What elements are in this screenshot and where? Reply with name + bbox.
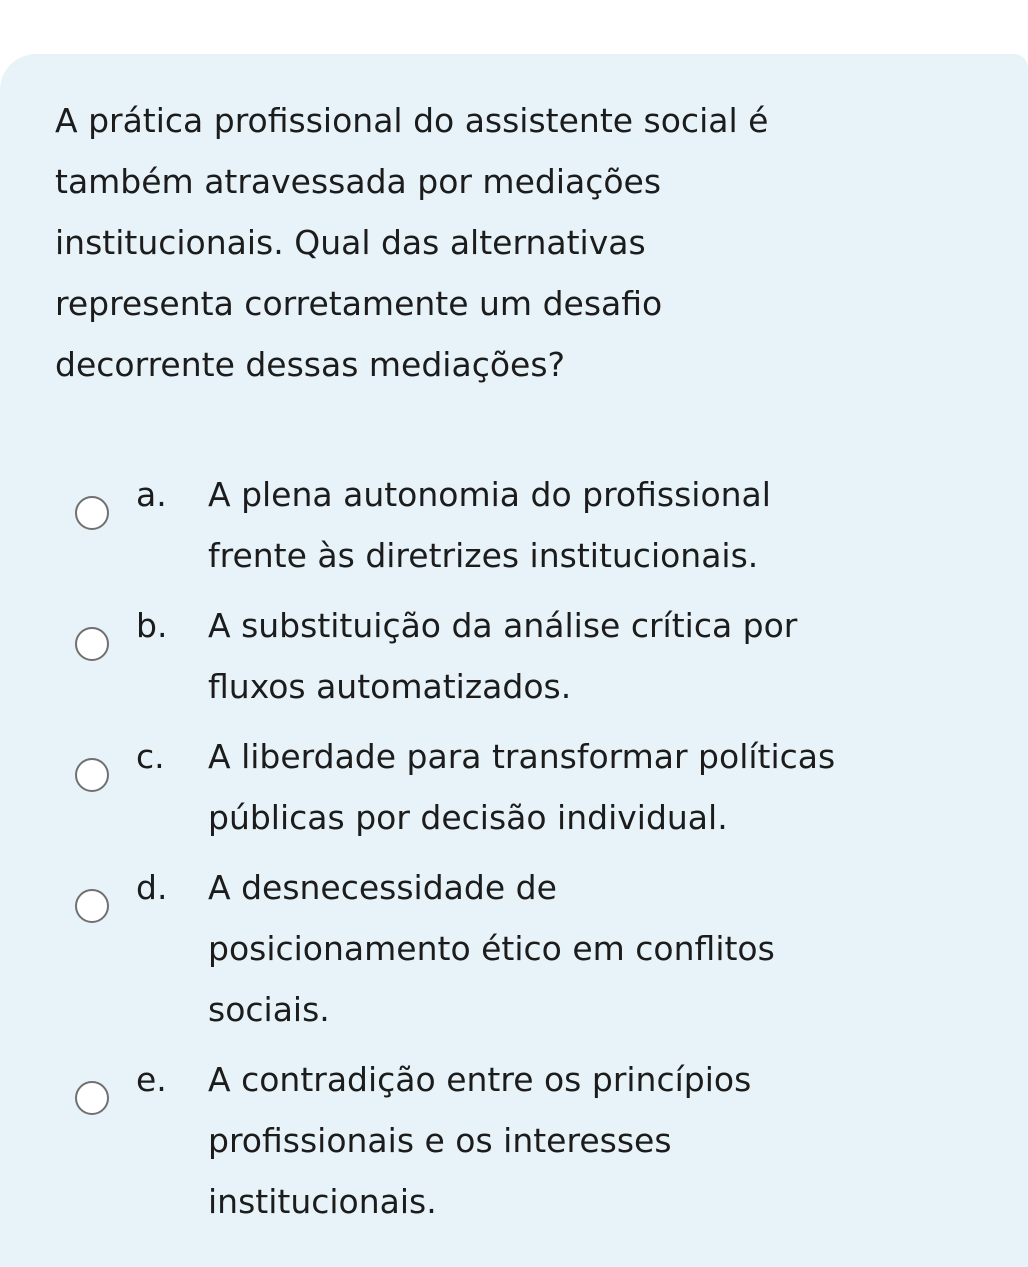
radio-button-b[interactable]	[75, 627, 109, 661]
radio-button-d[interactable]	[75, 889, 109, 923]
option-line: A plena autonomia do profissional	[208, 475, 771, 514]
option-line: institucionais.	[208, 1182, 437, 1221]
question-text	[55, 90, 955, 395]
radio-button-c[interactable]	[75, 758, 109, 792]
option-text	[208, 1049, 1008, 1232]
option-letter: c.	[136, 737, 165, 776]
option-c[interactable]	[0, 726, 1028, 848]
option-line: profissionais e os interesses	[208, 1121, 672, 1160]
option-line: A desnecessidade de	[208, 868, 557, 907]
option-e[interactable]	[0, 1049, 1028, 1232]
option-letter: d.	[136, 868, 168, 907]
option-line: fluxos automatizados.	[208, 667, 572, 706]
question-line: institucionais. Qual das alternativas	[55, 223, 646, 262]
option-line: posicionamento ético em conflitos	[208, 929, 775, 968]
option-line: frente às diretrizes institucionais.	[208, 536, 759, 575]
option-line: A contradição entre os princípios	[208, 1060, 752, 1099]
option-letter: b.	[136, 606, 168, 645]
option-b[interactable]	[0, 595, 1028, 717]
option-text	[208, 857, 1008, 1040]
radio-button-a[interactable]	[75, 496, 109, 530]
option-text	[208, 464, 1008, 586]
question-line: também atravessada por mediações	[55, 162, 662, 201]
question-line: A prática profissional do assistente social é	[55, 101, 769, 140]
question-line: decorrente dessas mediações?	[55, 345, 566, 384]
question-card	[0, 54, 1028, 1267]
option-d[interactable]	[0, 857, 1028, 1040]
option-a[interactable]	[0, 464, 1028, 586]
option-line: sociais.	[208, 990, 330, 1029]
option-text	[208, 595, 1008, 717]
option-letter: a.	[136, 475, 167, 514]
option-text	[208, 726, 1008, 848]
option-line: A substituição da análise crítica por	[208, 606, 798, 645]
option-line: públicas por decisão individual.	[208, 798, 728, 837]
radio-button-e[interactable]	[75, 1081, 109, 1115]
option-line: A liberdade para transformar políticas	[208, 737, 836, 776]
option-letter: e.	[136, 1060, 167, 1099]
question-line: representa corretamente um desafio	[55, 284, 663, 323]
